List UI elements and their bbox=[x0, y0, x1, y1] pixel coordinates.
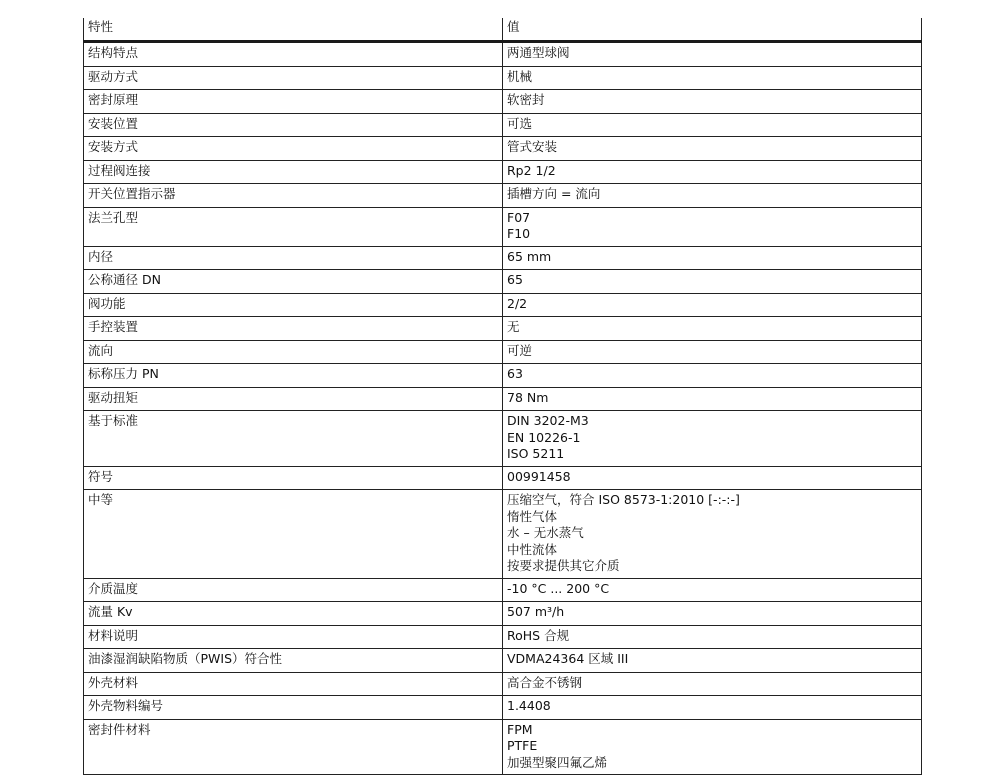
value-line: 507 m³/h bbox=[507, 604, 565, 619]
value-cell bbox=[503, 66, 922, 90]
value-line: 00991458 bbox=[507, 468, 571, 484]
value-cell bbox=[503, 411, 922, 467]
property-cell: 符号 bbox=[84, 466, 503, 490]
value-line: 中性流体 bbox=[507, 541, 558, 557]
value-line: 机械 bbox=[507, 68, 533, 84]
value-line: 按要求提供其它介质 bbox=[507, 558, 620, 573]
value-cell bbox=[503, 466, 922, 490]
value-line: F07 bbox=[507, 209, 531, 225]
table-row bbox=[84, 466, 922, 490]
value-cell bbox=[503, 340, 922, 364]
property-cell: 密封件材料 bbox=[84, 719, 503, 775]
value-cell bbox=[503, 490, 922, 579]
value-cell bbox=[503, 184, 922, 208]
value-line: 65 bbox=[507, 272, 523, 287]
table-row bbox=[84, 672, 922, 696]
property-cell: 油漆湿润缺陷物质（PWIS）符合性 bbox=[84, 649, 503, 673]
value-cell bbox=[503, 90, 922, 114]
value-cell bbox=[503, 387, 922, 411]
property-cell: 材料说明 bbox=[84, 625, 503, 649]
value-cell bbox=[503, 649, 922, 673]
property-cell: 法兰孔型 bbox=[84, 207, 503, 246]
value-line: ISO 5211 bbox=[507, 446, 565, 461]
header-row bbox=[84, 18, 922, 42]
property-cell: 阀功能 bbox=[84, 293, 503, 317]
property-cell: 外壳材料 bbox=[84, 672, 503, 696]
property-cell: 中等 bbox=[84, 490, 503, 579]
value-line: 可逆 bbox=[507, 342, 533, 358]
property-cell: 密封原理 bbox=[84, 90, 503, 114]
header-property: 特性 bbox=[84, 18, 503, 42]
table-row bbox=[84, 696, 922, 720]
value-line: 软密封 bbox=[507, 92, 545, 107]
value-cell bbox=[503, 696, 922, 720]
value-line: 78 Nm bbox=[507, 389, 549, 405]
table-row bbox=[84, 270, 922, 294]
value-line: 加强型聚四氟乙烯 bbox=[507, 754, 608, 770]
table-body bbox=[84, 42, 922, 775]
value-cell bbox=[503, 293, 922, 317]
property-cell: 结构特点 bbox=[84, 42, 503, 67]
value-cell bbox=[503, 625, 922, 649]
property-cell: 安装位置 bbox=[84, 113, 503, 137]
property-cell: 介质温度 bbox=[84, 578, 503, 602]
header-value: 值 bbox=[503, 18, 922, 42]
table-row bbox=[84, 387, 922, 411]
table-header bbox=[84, 18, 922, 42]
value-line: EN 10226-1 bbox=[507, 429, 581, 445]
value-cell bbox=[503, 719, 922, 775]
value-line: 惰性气体 bbox=[507, 508, 558, 524]
table-row bbox=[84, 602, 922, 626]
table-row bbox=[84, 293, 922, 317]
property-cell: 驱动扭矩 bbox=[84, 387, 503, 411]
table-row bbox=[84, 184, 922, 208]
table-row bbox=[84, 490, 922, 579]
property-cell: 外壳物料编号 bbox=[84, 696, 503, 720]
property-cell: 标称压力 PN bbox=[84, 364, 503, 388]
value-line: 65 mm bbox=[507, 248, 552, 264]
table-row bbox=[84, 317, 922, 341]
table-row bbox=[84, 340, 922, 364]
value-cell bbox=[503, 270, 922, 294]
value-line: 无 bbox=[507, 319, 520, 334]
property-cell: 过程阀连接 bbox=[84, 160, 503, 184]
value-line: 水 – 无水蒸气 bbox=[507, 525, 584, 540]
value-cell bbox=[503, 42, 922, 67]
property-cell: 基于标准 bbox=[84, 411, 503, 467]
value-line: DIN 3202-M3 bbox=[507, 413, 589, 428]
value-cell bbox=[503, 160, 922, 184]
value-cell bbox=[503, 246, 922, 270]
table-row bbox=[84, 578, 922, 602]
value-cell bbox=[503, 317, 922, 341]
value-line: Rp2 1/2 bbox=[507, 162, 556, 178]
value-cell bbox=[503, 364, 922, 388]
value-cell bbox=[503, 602, 922, 626]
spec-table bbox=[83, 18, 922, 775]
table-row bbox=[84, 113, 922, 137]
value-cell bbox=[503, 137, 922, 161]
value-line: 压缩空气，符合 ISO 8573-1:2010 [-:-:-] bbox=[507, 492, 740, 507]
value-line: 高合金不锈钢 bbox=[507, 674, 583, 690]
value-line: 可选 bbox=[507, 115, 533, 131]
property-cell: 流向 bbox=[84, 340, 503, 364]
table-row bbox=[84, 66, 922, 90]
table-row bbox=[84, 719, 922, 775]
value-cell bbox=[503, 113, 922, 137]
value-line: VDMA24364 区域 III bbox=[507, 651, 629, 666]
table-row bbox=[84, 90, 922, 114]
table-row bbox=[84, 364, 922, 388]
value-line: -10 °C ... 200 °C bbox=[507, 580, 610, 596]
table-row bbox=[84, 411, 922, 467]
value-line: 63 bbox=[507, 366, 523, 381]
value-line: FPM bbox=[507, 721, 533, 737]
value-line: 两通型球阀 bbox=[507, 45, 570, 60]
value-line: 1.4408 bbox=[507, 698, 551, 713]
property-cell: 流量 Kv bbox=[84, 602, 503, 626]
value-cell bbox=[503, 207, 922, 246]
table-row bbox=[84, 137, 922, 161]
value-cell bbox=[503, 672, 922, 696]
table-row bbox=[84, 42, 922, 67]
value-line: RoHS 合规 bbox=[507, 627, 570, 643]
property-cell: 公称通径 DN bbox=[84, 270, 503, 294]
property-cell: 手控装置 bbox=[84, 317, 503, 341]
property-cell: 安装方式 bbox=[84, 137, 503, 161]
table-row bbox=[84, 625, 922, 649]
table-row bbox=[84, 160, 922, 184]
property-cell: 驱动方式 bbox=[84, 66, 503, 90]
table-row bbox=[84, 649, 922, 673]
value-line: PTFE bbox=[507, 738, 538, 753]
value-line: 插槽方向 = 流向 bbox=[507, 186, 601, 201]
table-row bbox=[84, 246, 922, 270]
value-line: 2/2 bbox=[507, 295, 528, 311]
property-cell: 开关位置指示器 bbox=[84, 184, 503, 208]
value-line: F10 bbox=[507, 226, 531, 241]
value-line: 管式安装 bbox=[507, 139, 558, 154]
property-cell: 内径 bbox=[84, 246, 503, 270]
table-row bbox=[84, 207, 922, 246]
value-cell bbox=[503, 578, 922, 602]
